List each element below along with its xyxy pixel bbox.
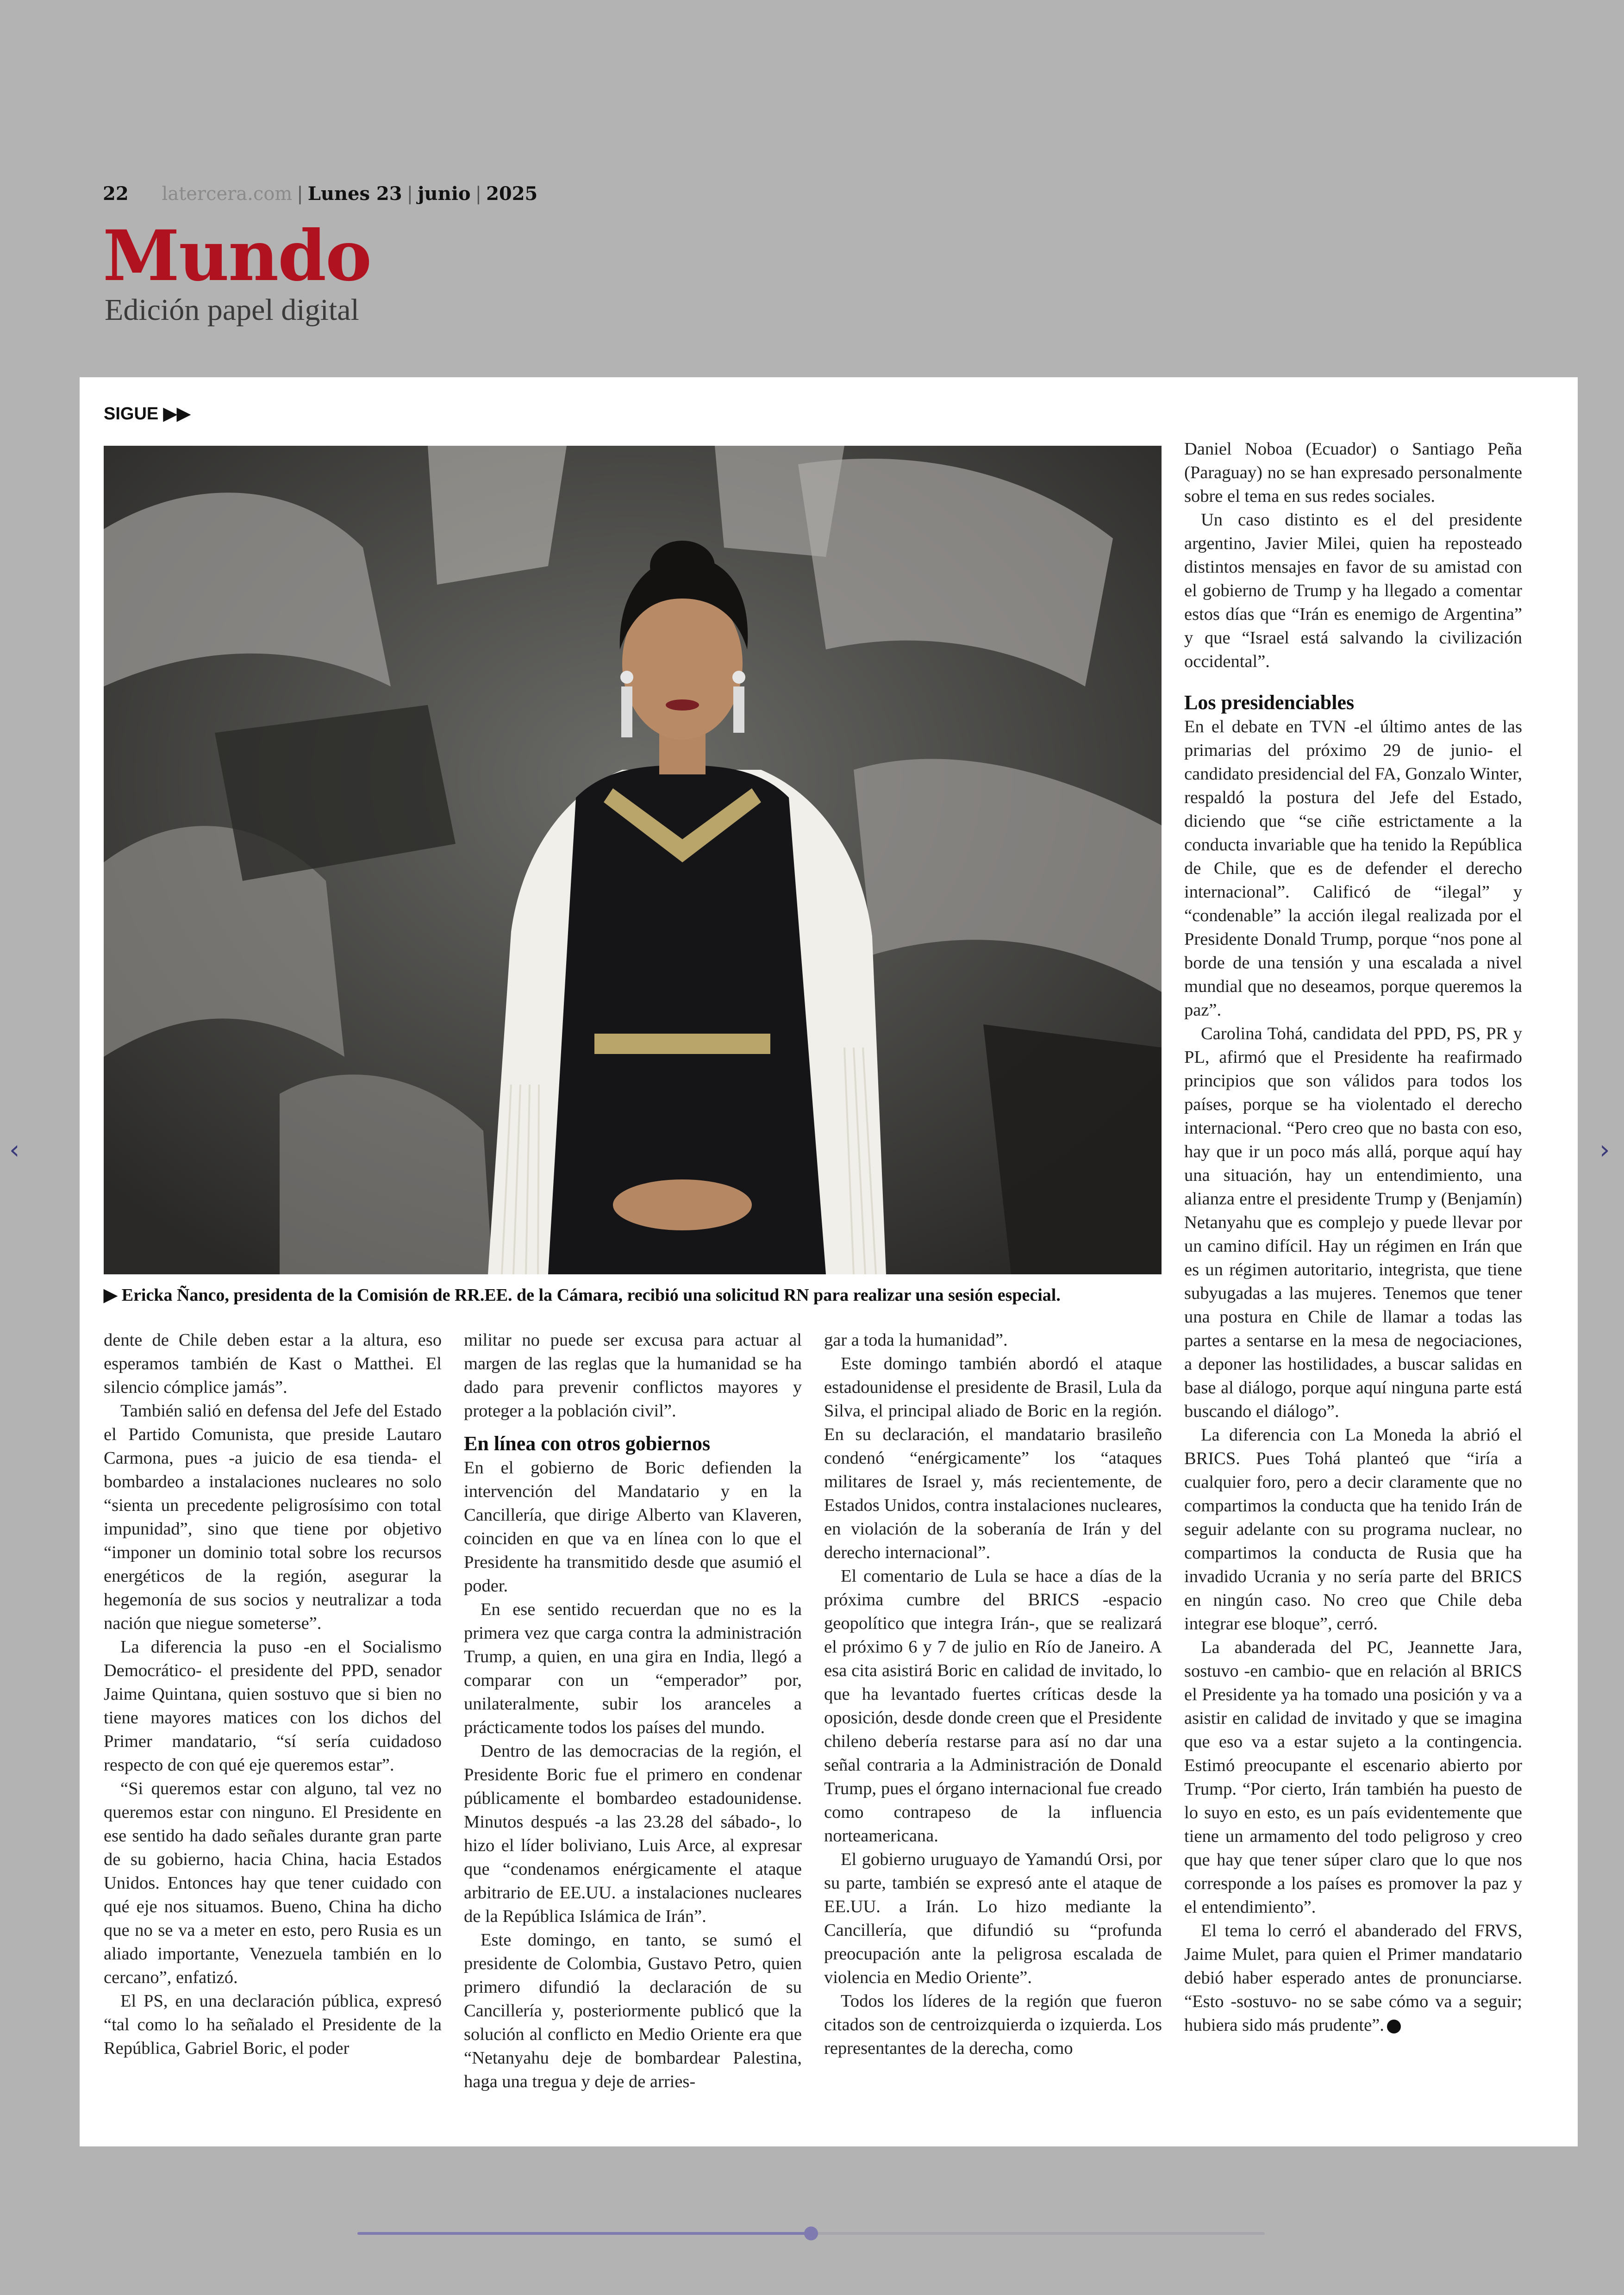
article-column-2: [464, 1328, 802, 2094]
end-mark-icon: [1387, 2020, 1401, 2033]
paragraph: “Si queremos estar con alguno, tal vez no queremos estar con ninguno. El Presidente en ese sentido ha dado señales durante gran parte de su gobierno, hacia China, hacia Estados Unidos. Entonces hay que tener cuidado con qué eje nos situamos. Bueno, China ha dicho que no se va a meter en esto, pero Rusia es un aliado importante, Venezuela también en lo cercano”, enfatizó.: [104, 1779, 442, 1987]
page-number: 22: [103, 183, 129, 205]
paragraph: Todos los líderes de la región que fueron citados son de centroizquierda o izquierda. Los representantes de la derecha, como: [824, 1991, 1162, 2058]
paragraph: El tema lo cerró el abanderado del FRVS, Jaime Mulet, para quien el Primer mandatario debió haber esperado antes de pronunciarse. “Esto -sostuvo- no se sabe cómo va a seguir; hubiera sido más prudente”.: [1184, 1921, 1522, 2035]
paragraph: La abanderada del PC, Jeannette Jara, sostuvo -en cambio- que en relación al BRICS el Presidente ya ha tomado una posición y va a asistir en calidad de invitado y que se imagina que eso va a estar sujeto a la contingencia. Estimó preocupante el escenario abierto por Trump. “Por cierto, Irán también ha puesto de lo suyo en esto, es un país evidentemente que tiene un armamento del todo peligroso y creo que hay que tener súper claro que lo que nos corresponde a los países es promover la paz y el entendimiento”.: [1184, 1638, 1522, 1917]
edition-subtitle: Edición papel digital: [105, 293, 359, 327]
paragraph: En el debate en TVN -el último antes de las primarias del próximo 29 de junio- el candidato presidencial del FA, Gonzalo Winter, respaldó la postura del Jefe del Estado, diciendo que “se ciñe estrictamente a la conducta invariable que ha tenido la República de Chile, que es de defender el derecho internacional”. Calificó de “ilegal” y “condenable” la acción ilegal realizada por el Presidente Donald Trump, porque “nos pone al borde de una tensión y una escalada a nivel mundial que no deseamos, porque queremos la paz”.: [1184, 717, 1522, 1020]
subheading-en-linea: En línea con otros gobiernos: [464, 1432, 711, 1455]
paragraph: El gobierno uruguayo de Yamandú Orsi, por su parte, también se expresó ante el ataque de EE.UU. a Irán. Lo hizo mediante la Cancillería, que difundió su “profunda preocupación ante la peligrosa escalada de violencia en Medio Oriente”.: [824, 1850, 1162, 1987]
month: junio: [418, 183, 471, 205]
photo-caption: ▶ Ericka Ñanco, presidenta de la Comisión de RR.EE. de la Cámara, recibió una solicitud RN para realizar una sesión especial.: [104, 1285, 1061, 1305]
paragraph: Este domingo, en tanto, se sumó el presidente de Colombia, Gustavo Petro, quien primero difundió la declaración de su Cancillería y, posteriormente publicó que la solución al conflicto en Medio Oriente era que “Netanyahu deje de bombardear Palestina, haga una tregua y deje de arries-: [464, 1930, 802, 2091]
date-line: 22 latercera.com | Lunes 23 | junio | 2025: [103, 183, 538, 205]
article-column-3: [824, 1328, 1162, 2060]
chevron-left-icon[interactable]: ‹: [9, 1135, 20, 1165]
progress-handle[interactable]: [804, 2226, 818, 2240]
newspaper-page: [80, 377, 1578, 2146]
day: Lunes 23: [307, 183, 402, 205]
year: 2025: [486, 183, 538, 205]
paragraph: militar no puede ser excusa para actuar al margen de las reglas que la humanidad se ha dado para prevenir conflictos mayores y proteger a la población civil”.: [464, 1330, 802, 1421]
masthead: [103, 183, 537, 205]
paragraph: En ese sentido recuerdan que no es la primera vez que carga contra la administración Trump, a quien, en una gira en India, llegó a comparar con un “emperador” por, unilateralmente, subir los aranceles a prácticamente todos los países del mundo.: [464, 1600, 802, 1737]
paragraph: Dentro de las democracias de la región, el Presidente Boric fue el primero en condenar públicamente el bombardeo estadounidense. Minutos después -a las 23.28 del sábado-, lo hizo el líder boliviano, Luis Arce, al expresar que “condenamos enérgicamente el ataque arbitrario de EE.UU. a instalaciones nucleares de la República Islámica de Irán”.: [464, 1741, 802, 1926]
paragraph: Carolina Tohá, candidata del PPD, PS, PR y PL, afirmó que el Presidente ha reafirmado principios que son válidos para todos los países, porque se ha violentado el derecho internacional. “Pero creo que no basta con eso, hay que ir un poco más allá, porque aquí hay una situación, hay un entendimiento, una alianza entre el presidente Trump y (Benjamín) Netanyahu que es complejo y puede llevar por un camino difícil. Hay un régimen en Irán que es un régimen autoritario, integrista, que tiene subyugadas a las mujeres. Tenemos que tener una postura en Chile de llamar a todas las partes a sentarse en la mesa de negociaciones, a deponer las hostilidades, a buscar salidas en base al diálogo, porque aquí ninguna parte está buscando el diálogo”.: [1184, 1024, 1522, 1421]
subheading-presidenciables: Los presidenciables: [1184, 691, 1355, 714]
paragraph: También salió en defensa del Jefe del Estado el Partido Comunista, que preside Lautaro Carmona, pues -a juicio de esa tienda- el bombardeo a instalaciones nucleares no solo “sienta un precedente peligrosísimo con total impunidad”, sino que tiene por objetivo “imponer un dominio total sobre los recursos energéticos de la región, asegurar la hegemonía de sus socios y neutralizar a toda nación que niegue someterse”.: [104, 1401, 442, 1633]
progress-fill: [357, 2232, 811, 2235]
paragraph: En el gobierno de Boric defienden la intervención del Mandatario y en la Cancillería, que dirige Alberto van Klaveren, coinciden en que va en línea con lo que el Presidente ha transmitido desde que asumió el poder.: [464, 1458, 802, 1596]
paragraph: dente de Chile deben estar a la altura, eso esperamos también de Kast o Matthei. El silencio cómplice jamás”.: [104, 1330, 442, 1397]
paragraph: El PS, en una declaración pública, expresó “tal como lo ha señalado el Presidente de la República, Gabriel Boric, el poder: [104, 1991, 442, 2058]
paragraph: El comentario de Lula se hace a días de la próxima cumbre del BRICS -espacio geopolítico que integra Irán-, que se realizará el próximo 6 y 7 de julio en Río de Janeiro. A esa cita asistirá Boric en calidad de invitado, lo que ha levantado fuertes críticas desde la oposición, desde donde creen que el Presidente chileno debería restarse para así no dar una señal contraria a la Administración de Donald Trump, pues el órgano internacional fue creado como contrapeso de la influencia norteamericana.: [824, 1566, 1162, 1846]
article-photo: [104, 446, 1162, 1274]
article-column-4: [1184, 437, 1522, 2037]
paragraph: Daniel Noboa (Ecuador) o Santiago Peña (Paraguay) no se han expresado personalmente sobre el tema en sus redes sociales.: [1184, 439, 1522, 506]
article-column-1: [104, 1328, 442, 2060]
paragraph: Un caso distinto es el del presidente argentino, Javier Milei, quien ha reposteado distintos mensajes en favor de su amistad con el gobierno de Trump y ha llegado a comentar estos días que “Irán es enemigo de Argentina” y que “Israel está salvando la civilización occidental”.: [1184, 510, 1522, 671]
site-name: latercera.com: [162, 183, 293, 205]
page-progress-slider[interactable]: [357, 2232, 1265, 2235]
paragraph: La diferencia con La Moneda la abrió el BRICS. Pues Tohá planteó que “iría a cualquier foro, pero a decir claramente que no compartimos la conducta que ha tenido Irán de seguir adelante con su programa nuclear, no compartimos la conducta de Rusia que ha invadido Ucrania y no sería parte del BRICS en ningún caso. No creo que Chile deba integrar ese bloque”, cerró.: [1184, 1425, 1522, 1634]
section-title: Mundo: [103, 215, 371, 297]
continues-label: SIGUE ▶▶: [104, 404, 191, 424]
paragraph: Este domingo también abordó el ataque estadounidense el presidente de Brasil, Lula da Silva, el principal aliado de Boric en la región. En su declaración, el mandatario brasileño condenó “enérgicamente” los “ataques militares de Israel y, más recientemente, de Estados Unidos, contra instalaciones nucleares, en violación de la soberanía de Irán y del derecho internacional”.: [824, 1354, 1162, 1562]
paragraph: La diferencia la puso -en el Socialismo Democrático- el presidente del PPD, senador Jaime Quintana, quien sostuvo que si bien no tiene mayores matices con los dichos del Primer mandatario, “sí sería cuidadoso respecto de con qué eje queremos estar”.: [104, 1637, 442, 1775]
paragraph: gar a toda la humanidad”.: [824, 1330, 1008, 1350]
chevron-right-icon[interactable]: ›: [1599, 1135, 1610, 1165]
